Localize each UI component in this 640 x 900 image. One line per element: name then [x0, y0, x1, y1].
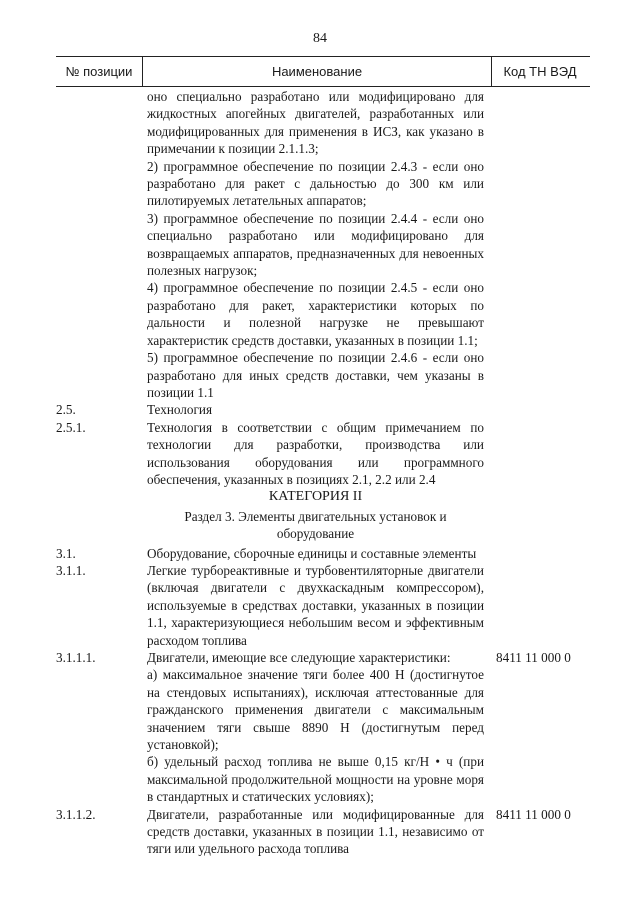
paragraph: 3) программное обеспечение по позиции 2.4.4 - если оно специально разработано или модифицировано для возвращаемых аппаратов, предназначенных для невоенных полезных нагрузок; — [147, 210, 484, 279]
paragraph: 5) программное обеспечение по позиции 2.4.6 - если оно разработано для иных средств доставки, чем указаны в позиции 1.1 — [147, 350, 484, 400]
code-value — [484, 401, 596, 418]
document-body — [0, 88, 640, 858]
position-number: 2.5.1. — [56, 419, 86, 435]
table-row — [0, 545, 640, 562]
paragraph: Легкие турбореактивные и турбовентиляторные двигатели (включая двигатели с двухкаскадным компрессором), используемые в средствах доставки, указанных в позиции 1.1, характеризующиеся небольшим весом и эффективным расходом топлива — [147, 562, 484, 648]
page-number: 84 — [313, 31, 327, 46]
paragraph: Технология в соответствии с общим примечанием по технологии для разработки, производства или использования оборудования или программного обеспечения, указанных в позициях 2.1, 2.2 или 2.4 — [147, 419, 484, 487]
code-value — [484, 88, 596, 401]
header-position: № позиции — [65, 64, 133, 79]
paragraph: Двигатели, разработанные или модифицированные для средств доставки, указанных в позиции 1.1, независимо от тяги или удельного расхода топлива — [147, 806, 484, 857]
position-number: 3.1. — [56, 545, 76, 561]
position-number: 2.5. — [56, 402, 76, 418]
entry-text — [147, 88, 484, 401]
entry-text — [147, 419, 484, 489]
code-value: 8411 11 000 0 — [496, 806, 571, 822]
paragraph: 2) программное обеспечение по позиции 2.4.3 - если оно разработано для ракет с дальностью до 300 км или пилотируемых летательных аппаратов; — [147, 158, 484, 209]
table-row — [0, 806, 640, 858]
paragraph: Двигатели, имеющие все следующие характеристики: — [147, 650, 451, 665]
category-title: КАТЕГОРИЯ II — [268, 489, 363, 505]
category-heading-row — [0, 488, 640, 542]
entry-text — [147, 545, 484, 562]
header-code: Код ТН ВЭД — [503, 64, 577, 79]
entry-text — [147, 649, 484, 806]
paragraph: б) удельный расход топлива не выше 0,15 кг/Н • ч (при максимальной продолжительной мощности на уровне моря в стандартных и статических условиях); — [147, 754, 484, 805]
paragraph: Оборудование, сборочные единицы и составные элементы — [147, 545, 477, 561]
position-number: 3.1.1.1. — [56, 650, 96, 665]
position-number — [0, 88, 147, 401]
paragraph: Технология — [147, 402, 213, 418]
header-name: Наименование — [142, 57, 492, 86]
table-row — [0, 88, 640, 401]
paragraph: оно специально разработано или модифицировано для жидкостных апогейных двигателей, разработанных или модифицированных для применения в ИСЗ, как указано в примечании к позиции 2.1.1.3; — [147, 89, 484, 157]
paragraph: 4) программное обеспечение по позиции 2.4.5 - если оно разработано для ракет, характеристики которых по дальности и полезной нагрузке не превышают характеристик средств доставки, указанных в позиции 1.1; — [147, 280, 484, 348]
table-row — [0, 562, 640, 649]
code-value: 8411 11 000 0 — [496, 650, 571, 665]
code-value — [484, 419, 596, 489]
code-value — [484, 562, 596, 649]
code-value — [484, 545, 596, 562]
entry-text — [147, 562, 484, 649]
table-row — [0, 401, 640, 418]
entry-text — [147, 401, 484, 418]
table-header — [56, 56, 590, 87]
position-number: 3.1.1. — [56, 562, 86, 578]
entry-text — [147, 806, 484, 858]
position-number: 3.1.1.2. — [56, 806, 96, 822]
paragraph: а) максимальное значение тяги более 400 Н (достигнутое на стендовых испытаниях), исключая аттестованные для гражданского применения двигатели с максимальным значением тяги свыше 8890 Н (достигнутым перед установкой); — [147, 667, 484, 753]
section-title: Раздел 3. Элементы двигательных установок и оборудование — [184, 508, 447, 542]
table-row — [0, 649, 640, 806]
table-row — [0, 419, 640, 489]
